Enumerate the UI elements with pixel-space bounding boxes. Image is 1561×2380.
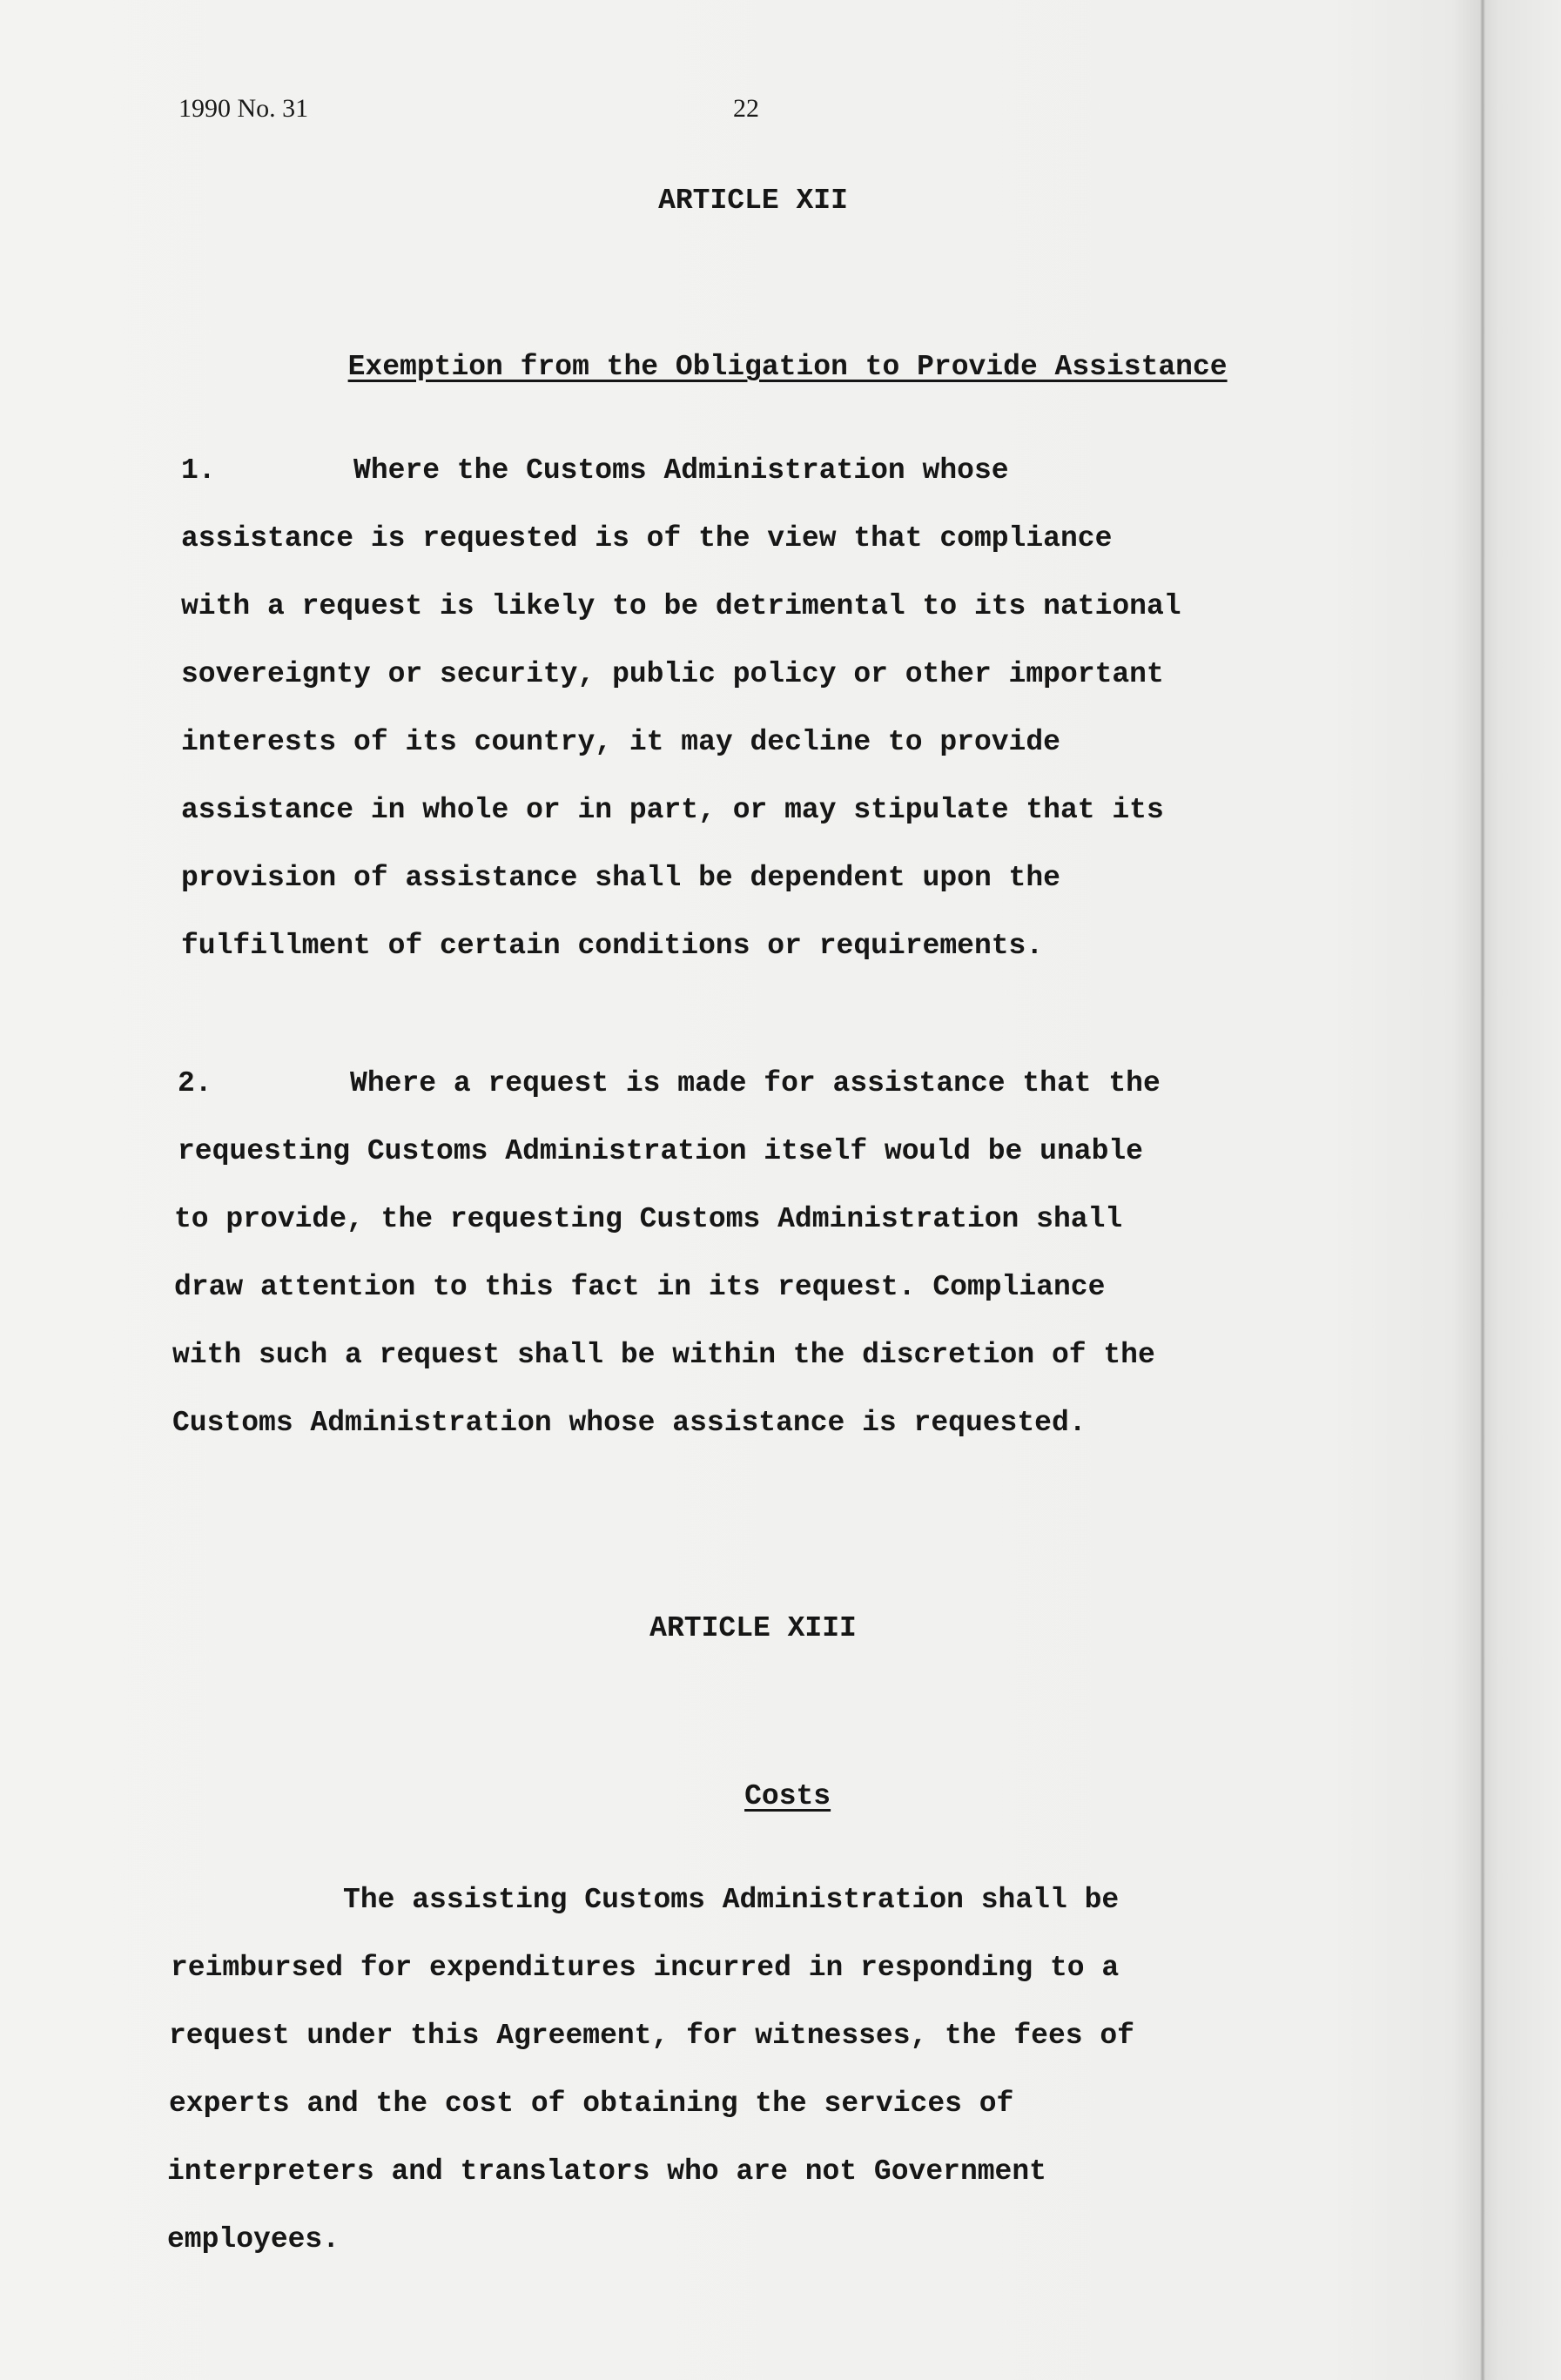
article-xii-para1-line-3: with a request is likely to be detrimental to its national: [181, 590, 1181, 622]
article-xiii-title: [0, 1748, 1506, 1845]
article-xii-para2-line-5: with such a request shall be within the discretion of the: [172, 1339, 1155, 1371]
article-xiii-heading: ARTICLE XIII: [649, 1612, 857, 1644]
article-xii-para1-line-7: provision of assistance shall be dependent upon the: [181, 862, 1060, 894]
article-xiii-title-text: Costs: [744, 1780, 831, 1812]
article-xiii-para-line-6: employees.: [167, 2223, 340, 2256]
article-xiii-para-line-5: interpreters and translators who are not Government: [167, 2155, 1046, 2188]
article-xii-title: [0, 319, 1506, 415]
article-xii-para1-line-1: 1. Where the Customs Administration whose: [181, 454, 1009, 487]
article-xiii-para-line-3: request under this Agreement, for witnesses, the fees of: [169, 2020, 1134, 2052]
article-xii-para1-line-4: sovereignty or security, public policy or other important: [181, 658, 1164, 690]
article-xii-para2-line-6: Customs Administration whose assistance is requested.: [172, 1407, 1087, 1439]
article-xii-para2-line-3: to provide, the requesting Customs Administration shall: [174, 1203, 1123, 1235]
article-xii-heading: ARTICLE XII: [658, 185, 848, 217]
article-xii-para1-line-2: assistance is requested is of the view that compliance: [181, 522, 1113, 555]
article-xii-para2-line-2: requesting Customs Administration itself would be unable: [178, 1135, 1143, 1167]
article-xii-para2-line-4: draw attention to this fact in its request. Compliance: [174, 1271, 1106, 1303]
article-xiii-para-line-4: experts and the cost of obtaining the services of: [169, 2088, 1014, 2120]
article-xii-title-text: Exemption from the Obligation to Provide Assistance: [347, 351, 1228, 383]
article-xii-para1-line-8: fulfillment of certain conditions or requirements.: [181, 930, 1044, 962]
citation-header: 1990 No. 31: [178, 94, 309, 123]
article-xiii-para-line-1: The assisting Customs Administration shall be: [171, 1884, 1120, 1916]
article-xii-para1-line-6: assistance in whole or in part, or may stipulate that its: [181, 794, 1164, 826]
page-number: 22: [733, 94, 759, 123]
article-xii-para1-line-5: interests of its country, it may decline to provide: [181, 726, 1060, 758]
article-xii-para2-line-1: 2. Where a request is made for assistance that the: [178, 1067, 1161, 1099]
article-xiii-para-line-2: reimbursed for expenditures incurred in responding to a: [171, 1952, 1120, 1984]
